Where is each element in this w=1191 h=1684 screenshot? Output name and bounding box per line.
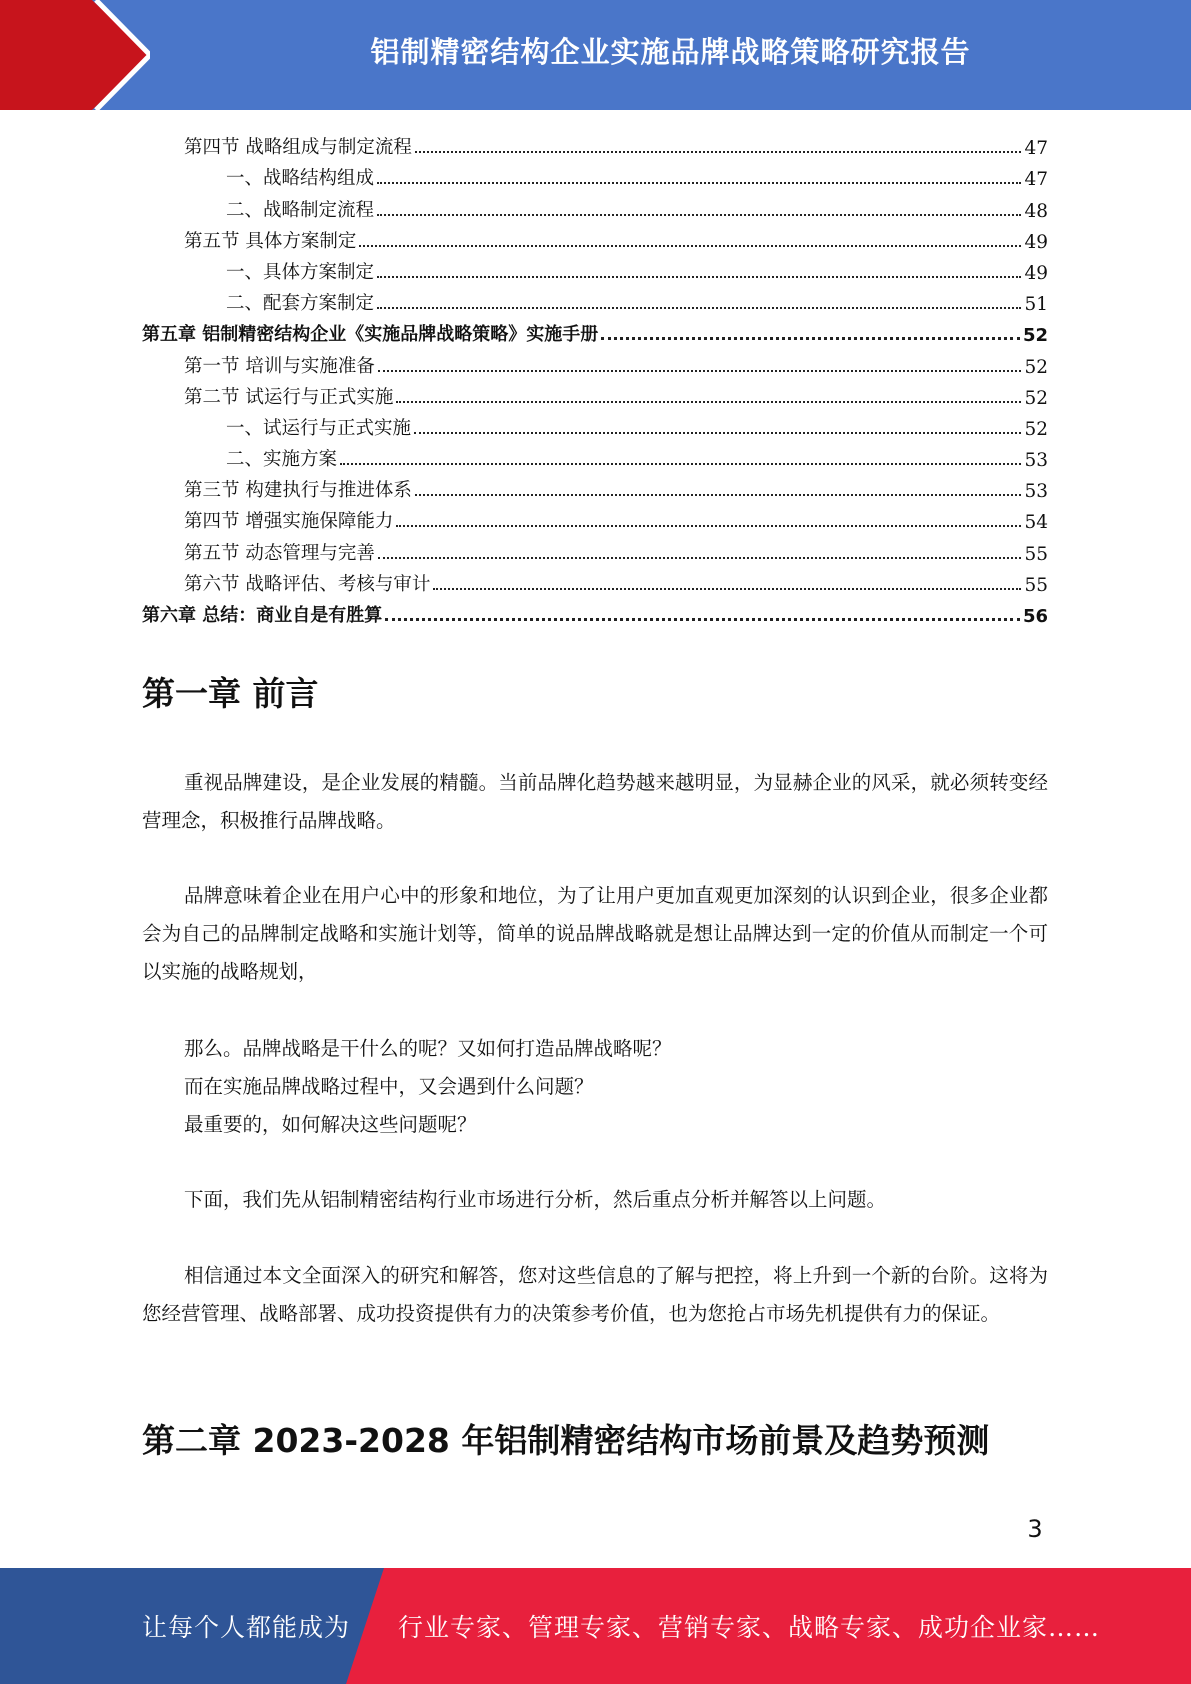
toc-entry-title: 二、实施方案 (226, 449, 338, 471)
toc-dot-leader (377, 214, 1021, 216)
toc-entry-title: 二、配套方案制定 (226, 293, 375, 315)
chapter-heading: 第二章 2023-2028 年铝制精密结构市场前景及趋势预测 (142, 1421, 990, 1460)
toc-entry-title: 一、试运行与正式实施 (226, 417, 412, 439)
toc-entry[interactable] (142, 222, 1048, 253)
toc-page-number: 47 (1024, 138, 1048, 160)
toc-entry[interactable] (142, 533, 1048, 564)
toc-dot-leader (377, 276, 1021, 278)
toc-page-number: 55 (1024, 574, 1048, 596)
toc-page-number: 55 (1024, 543, 1048, 565)
toc-dot-leader (359, 245, 1021, 247)
toc-entry[interactable] (142, 128, 1048, 159)
toc-entry[interactable] (142, 159, 1048, 190)
toc-page-number: 54 (1024, 512, 1048, 534)
question-line: 那么。品牌战略是干什么的呢？又如何打造品牌战略呢？ (184, 1037, 672, 1060)
toc-entry[interactable] (142, 346, 1048, 377)
toc-page-number: 52 (1024, 418, 1048, 440)
chapter-heading: 第一章 前言 (142, 674, 319, 713)
header-red-arrow-decoration (0, 0, 150, 110)
toc-dot-leader (396, 525, 1021, 527)
toc-entry-title: 第五章 铝制精密结构企业《实施品牌战略策略》实施手册 (142, 324, 599, 346)
toc-dot-leader (377, 307, 1021, 309)
footer-slogan-right: 行业专家、管理专家、营销专家、战略专家、成功企业家…… (398, 1613, 1101, 1642)
toc-page-number: 49 (1024, 262, 1048, 284)
question-list (184, 1030, 672, 1144)
toc-page-number: 56 (1022, 606, 1048, 627)
toc-entry-title: 第六节 战略评估、考核与审计 (184, 573, 431, 595)
toc-page-number: 53 (1024, 481, 1048, 503)
question-line: 最重要的，如何解决这些问题呢？ (184, 1113, 477, 1136)
toc-entry-title: 第六章 总结：商业自是有胜算 (142, 605, 383, 626)
toc-entry[interactable] (142, 253, 1048, 284)
toc-entry-title: 第五节 具体方案制定 (184, 230, 357, 252)
toc-page-number: 52 (1024, 387, 1048, 409)
toc-entry[interactable] (142, 315, 1048, 346)
page-footer (0, 1568, 1191, 1684)
toc-dot-leader (396, 401, 1021, 403)
toc-entry-title: 一、具体方案制定 (226, 261, 375, 283)
paragraph: 相信通过本文全面深入的研究和解答，您对这些信息的了解与把控，将上升到一个新的台阶。这将为您经营管理、战略部署、成功投资提供有力的决策参考价值，也为您抢占市场先机提供有力的保证。 (142, 1264, 1048, 1325)
toc-entry[interactable] (142, 471, 1048, 502)
toc-entry-title: 第四节 增强实施保障能力 (184, 511, 394, 533)
toc-dot-leader (415, 151, 1022, 153)
toc-dot-leader (378, 370, 1022, 372)
toc-entry-title: 第四节 战略组成与制定流程 (184, 137, 412, 159)
footer-slogan-left: 让每个人都能成为 (142, 1613, 351, 1642)
toc-page-number: 52 (1022, 325, 1048, 347)
toc-entry[interactable] (142, 440, 1048, 471)
toc-entry-title: 二、战略制定流程 (226, 199, 375, 221)
toc-entry[interactable] (142, 378, 1048, 409)
toc-entry[interactable] (142, 409, 1048, 440)
toc-page-number: 48 (1024, 200, 1048, 222)
toc-entry-title: 一、战略结构组成 (226, 168, 375, 190)
toc-entry[interactable] (142, 502, 1048, 533)
toc-dot-leader (385, 618, 1020, 621)
toc-entry[interactable] (142, 190, 1048, 221)
report-title: 铝制精密结构企业实施品牌战略策略研究报告 (370, 34, 971, 69)
toc-dot-leader (414, 432, 1021, 434)
toc-entry-title: 第五节 动态管理与完善 (184, 542, 375, 564)
toc-page-number: 53 (1024, 450, 1048, 472)
toc-entry[interactable] (142, 596, 1048, 627)
toc-dot-leader (601, 337, 1020, 340)
paragraph: 重视品牌建设，是企业发展的精髓。当前品牌化趋势越来越明显，为显赫企业的风采，就必须转变经营理念，积极推行品牌战略。 (142, 771, 1048, 832)
toc-entry[interactable] (142, 565, 1048, 596)
toc-dot-leader (377, 182, 1021, 184)
toc-entry-title: 第一节 培训与实施准备 (184, 355, 375, 377)
toc-dot-leader (433, 588, 1021, 590)
toc-page-number: 52 (1024, 356, 1048, 378)
toc-dot-leader (340, 463, 1021, 465)
toc-entry[interactable] (142, 284, 1048, 315)
table-of-contents (142, 128, 1048, 627)
question-line: 而在实施品牌战略过程中，又会遇到什么问题？ (184, 1075, 594, 1098)
page-header (0, 0, 1191, 110)
page-number: 3 (1027, 1515, 1043, 1543)
toc-entry-title: 第二节 试运行与正式实施 (184, 386, 394, 408)
toc-entry-title: 第三节 构建执行与推进体系 (184, 480, 412, 502)
toc-dot-leader (415, 494, 1022, 496)
paragraph: 下面，我们先从铝制精密结构行业市场进行分析，然后重点分析并解答以上问题。 (184, 1188, 887, 1211)
toc-page-number: 49 (1024, 231, 1048, 253)
paragraph: 品牌意味着企业在用户心中的形象和地位，为了让用户更加直观更加深刻的认识到企业，很多企业都会为自己的品牌制定战略和实施计划等，简单的说品牌战略就是想让品牌达到一定的价值从而制定一个可以实施的战略规划， (142, 884, 1048, 983)
toc-dot-leader (378, 557, 1022, 559)
toc-page-number: 51 (1024, 294, 1048, 316)
toc-page-number: 47 (1024, 169, 1048, 191)
